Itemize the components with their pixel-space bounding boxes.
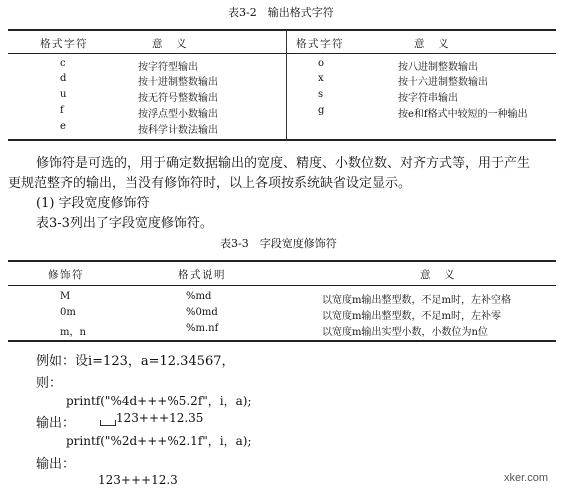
table-3-2-header-char-right: 格式字符 — [296, 38, 344, 50]
table-3-2-bottom-rule — [8, 139, 556, 141]
table-3-2-row-char: e — [60, 121, 66, 132]
table-3-2-row-char: c — [60, 58, 66, 69]
table-3-2-header-meaning-right: 意 义 — [414, 38, 450, 50]
output-value: 123+++12.3 — [98, 473, 178, 487]
table-3-2-row-meaning: 按字符型输出 — [138, 62, 198, 73]
table-3-2-header-char-left: 格式字符 — [40, 38, 88, 50]
table-3-2-row-char: x — [318, 73, 324, 84]
table-3-3-top-rule — [8, 260, 556, 262]
table-3-3-row-meaning: 以宽度m输出整型数，不足m时，左补零 — [322, 311, 501, 322]
output-value: 123+++12.35 — [116, 411, 204, 425]
table-3-2-top-rule — [8, 29, 556, 31]
output-label: 输出： — [36, 457, 76, 472]
example-line: 则： — [36, 376, 63, 391]
code-line: printf("%4d+++%5.2f"，i，a); — [66, 394, 252, 408]
code-line: printf("%2d+++%2.1f"，i，a); — [66, 434, 252, 448]
table-3-2-row-meaning: 按e和f格式中较短的一种输出 — [398, 109, 528, 120]
table-3-3-bottom-rule — [8, 340, 556, 342]
table-3-3-row-modifier: M — [60, 291, 71, 302]
table-3-3-header-rule — [8, 285, 556, 286]
table-3-2-header-meaning-left: 意 义 — [152, 38, 188, 50]
example-line: 例如：设i=123，a=12.34567， — [36, 354, 235, 369]
output-label: 输出： — [36, 416, 76, 431]
table-3-2-row-char: g — [318, 105, 325, 116]
table-3-2-row-char: s — [318, 89, 324, 100]
table-3-3-row-modifier: m，n — [60, 327, 86, 338]
table-3-3-header-meaning: 意 义 — [420, 269, 456, 281]
table-3-2-row-char: o — [318, 58, 325, 69]
body-paragraph-line: 更规范整齐的输出，当没有修饰符时，以上各项按系统缺省设定显示。 — [8, 176, 412, 191]
table-3-3-row-format: %m.nf — [186, 323, 219, 334]
table-3-3-row-format: %md — [186, 291, 212, 302]
table-3-3-header-format: 格式说明 — [178, 269, 226, 281]
table-3-3-row-format: %0md — [186, 307, 218, 318]
table-3-2-header-rule — [8, 53, 556, 54]
table-3-3-row-modifier: 0m — [60, 307, 76, 318]
table-3-2-row-meaning: 按无符号整数输出 — [138, 93, 218, 104]
table-3-2-row-meaning: 按浮点型小数输出 — [138, 109, 218, 120]
table-3-2-row-meaning: 按八进制整数输出 — [398, 62, 478, 73]
body-paragraph-line: 修饰符是可选的，用于确定数据输出的宽度、精度、小数位数、对齐方式等，用于产生 — [36, 156, 531, 171]
table-3-2-row-char: f — [60, 105, 64, 116]
table-3-3-header-modifier: 修饰符 — [48, 269, 84, 281]
table-3-2-row-meaning: 按十进制整数输出 — [138, 77, 218, 88]
table-3-2-center-divider — [286, 31, 287, 139]
table-3-2-row-char: u — [60, 89, 67, 100]
table-3-2-row-meaning: 按科学计数法输出 — [138, 125, 218, 136]
table-3-2-row-char: d — [60, 73, 67, 84]
table-3-3-caption: 表3-3 字段宽度修饰符 — [220, 237, 337, 250]
table-3-3-row-meaning: 以宽度m输出整型数，不足m时，左补空格 — [322, 295, 511, 306]
watermark: xker.com — [504, 472, 549, 484]
table-3-3-row-meaning: 以宽度m输出实型小数，小数位为n位 — [322, 327, 488, 338]
section-heading: (1) 字段宽度修饰符 — [36, 196, 150, 211]
space-symbol-icon — [100, 420, 116, 426]
table-3-2-row-meaning: 按十六进制整数输出 — [398, 77, 488, 88]
table-3-2-row-meaning: 按字符串输出 — [398, 93, 458, 104]
body-paragraph-line: 表3-3列出了字段宽度修饰符。 — [36, 216, 213, 231]
table-3-2-caption: 表3-2 输出格式字符 — [228, 6, 334, 19]
